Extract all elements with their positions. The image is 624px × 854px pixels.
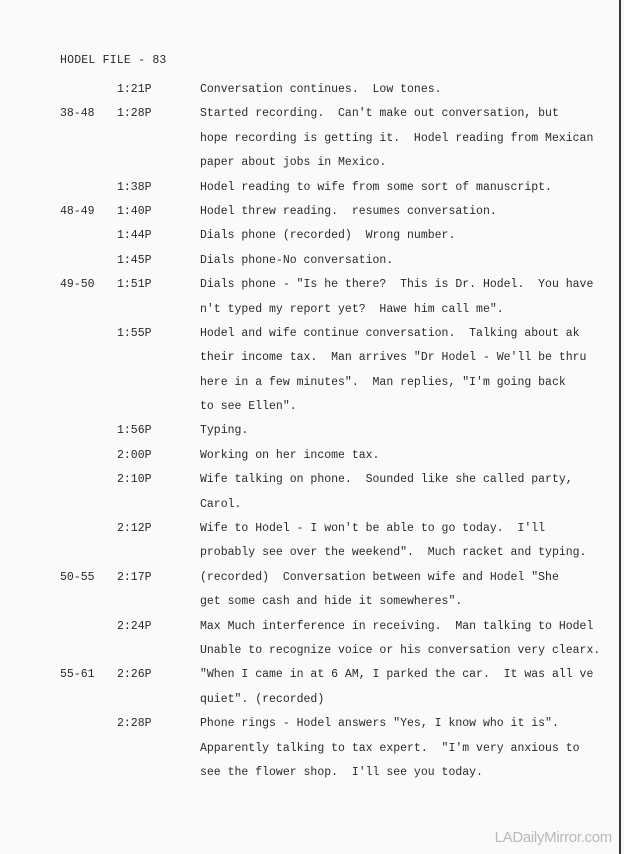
timestamp: 2:17P: [117, 570, 152, 584]
reference-range: 38-48: [60, 107, 95, 121]
timestamp: 1:44P: [117, 229, 152, 243]
watermark: LADailyMirror.com: [494, 829, 612, 846]
timestamp: 1:56P: [117, 424, 152, 438]
log-line: [0, 78, 620, 102]
file-header: HODEL FILE - 83: [60, 54, 167, 67]
log-line: [0, 517, 620, 541]
log-text: Hodel and wife continue conversation. Talking about ak: [200, 326, 580, 340]
log-text: quiet". (recorded): [200, 692, 325, 706]
timestamp: 2:24P: [117, 619, 152, 633]
timestamp: 2:28P: [117, 717, 152, 731]
log-text: get some cash and hide it somewheres".: [200, 595, 463, 609]
log-text: Wife to Hodel - I won't be able to go today. I'll: [200, 522, 546, 536]
timestamp: 1:28P: [117, 107, 152, 121]
log-text: Dials phone - "Is he there? This is Dr. Hodel. You have: [200, 278, 594, 292]
timestamp: 2:12P: [117, 522, 152, 536]
log-line: [0, 639, 620, 663]
log-text: Carol.: [200, 497, 242, 511]
log-text: Wife talking on phone. Sounded like she called party,: [200, 473, 573, 487]
reference-range: 55-61: [60, 668, 95, 682]
log-line: [0, 346, 620, 370]
log-text: Started recording. Can't make out conversation, but: [200, 107, 559, 121]
log-line: [0, 493, 620, 517]
log-text: see the flower shop. I'll see you today.: [200, 765, 483, 779]
log-text: their income tax. Man arrives "Dr Hodel - We'll be thru: [200, 351, 587, 365]
log-line: [0, 249, 620, 273]
log-line: [0, 176, 620, 200]
log-line: [0, 102, 620, 126]
timestamp: 2:00P: [117, 448, 152, 462]
timestamp: 1:38P: [117, 180, 152, 194]
log-line: [0, 395, 620, 419]
reference-range: 50-55: [60, 570, 95, 584]
log-text: probably see over the weekend". Much racket and typing.: [200, 546, 587, 560]
log-line: [0, 224, 620, 248]
log-line: [0, 200, 620, 224]
log-line: [0, 419, 620, 443]
log-line: [0, 541, 620, 565]
timestamp: 2:26P: [117, 668, 152, 682]
log-line: [0, 688, 620, 712]
log-line: [0, 127, 620, 151]
log-text: to see Ellen".: [200, 400, 297, 414]
log-text: here in a few minutes". Man replies, "I'm going back: [200, 375, 566, 389]
log-text: hope recording is getting it. Hodel reading from Mexican: [200, 131, 594, 145]
log-line: [0, 444, 620, 468]
log-line: [0, 663, 620, 687]
log-text: Dials phone (recorded) Wrong number.: [200, 229, 456, 243]
log-text: Max Much interference in receiving. Man talking to Hodel: [200, 619, 594, 633]
log-line: [0, 712, 620, 736]
log-line: [0, 151, 620, 175]
log-text: Typing.: [200, 424, 249, 438]
log-line: [0, 737, 620, 761]
log-text: (recorded) Conversation between wife and Hodel "She: [200, 570, 559, 584]
log-text: Hodel threw reading. resumes conversation.: [200, 204, 497, 218]
reference-range: 49-50: [60, 278, 95, 292]
log-entries: [0, 78, 620, 785]
log-line: [0, 273, 620, 297]
log-text: Unable to recognize voice or his conversation very clearx.: [200, 643, 601, 657]
timestamp: 1:55P: [117, 326, 152, 340]
timestamp: 1:51P: [117, 278, 152, 292]
log-text: Conversation continues. Low tones.: [200, 83, 442, 96]
timestamp: 1:40P: [117, 204, 152, 218]
log-line: [0, 322, 620, 346]
log-text: n't typed my report yet? Hawe him call me".: [200, 302, 504, 316]
log-text: paper about jobs in Mexico.: [200, 156, 387, 170]
log-line: [0, 566, 620, 590]
log-text: Working on her income tax.: [200, 448, 380, 462]
log-line: [0, 590, 620, 614]
log-text: Hodel reading to wife from some sort of manuscript.: [200, 180, 552, 194]
log-line: [0, 761, 620, 785]
log-text: "When I came in at 6 AM, I parked the car. It was all ve: [200, 668, 594, 682]
timestamp: 2:10P: [117, 473, 152, 487]
reference-range: 48-49: [60, 204, 95, 218]
log-text: Phone rings - Hodel answers "Yes, I know who it is".: [200, 717, 559, 731]
log-text: Apparently talking to tax expert. "I'm very anxious to: [200, 741, 580, 755]
log-line: [0, 371, 620, 395]
log-text: Dials phone-No conversation.: [200, 253, 394, 267]
log-line: [0, 615, 620, 639]
timestamp: 1:21P: [117, 83, 152, 96]
log-line: [0, 468, 620, 492]
timestamp: 1:45P: [117, 253, 152, 267]
log-line: [0, 298, 620, 322]
